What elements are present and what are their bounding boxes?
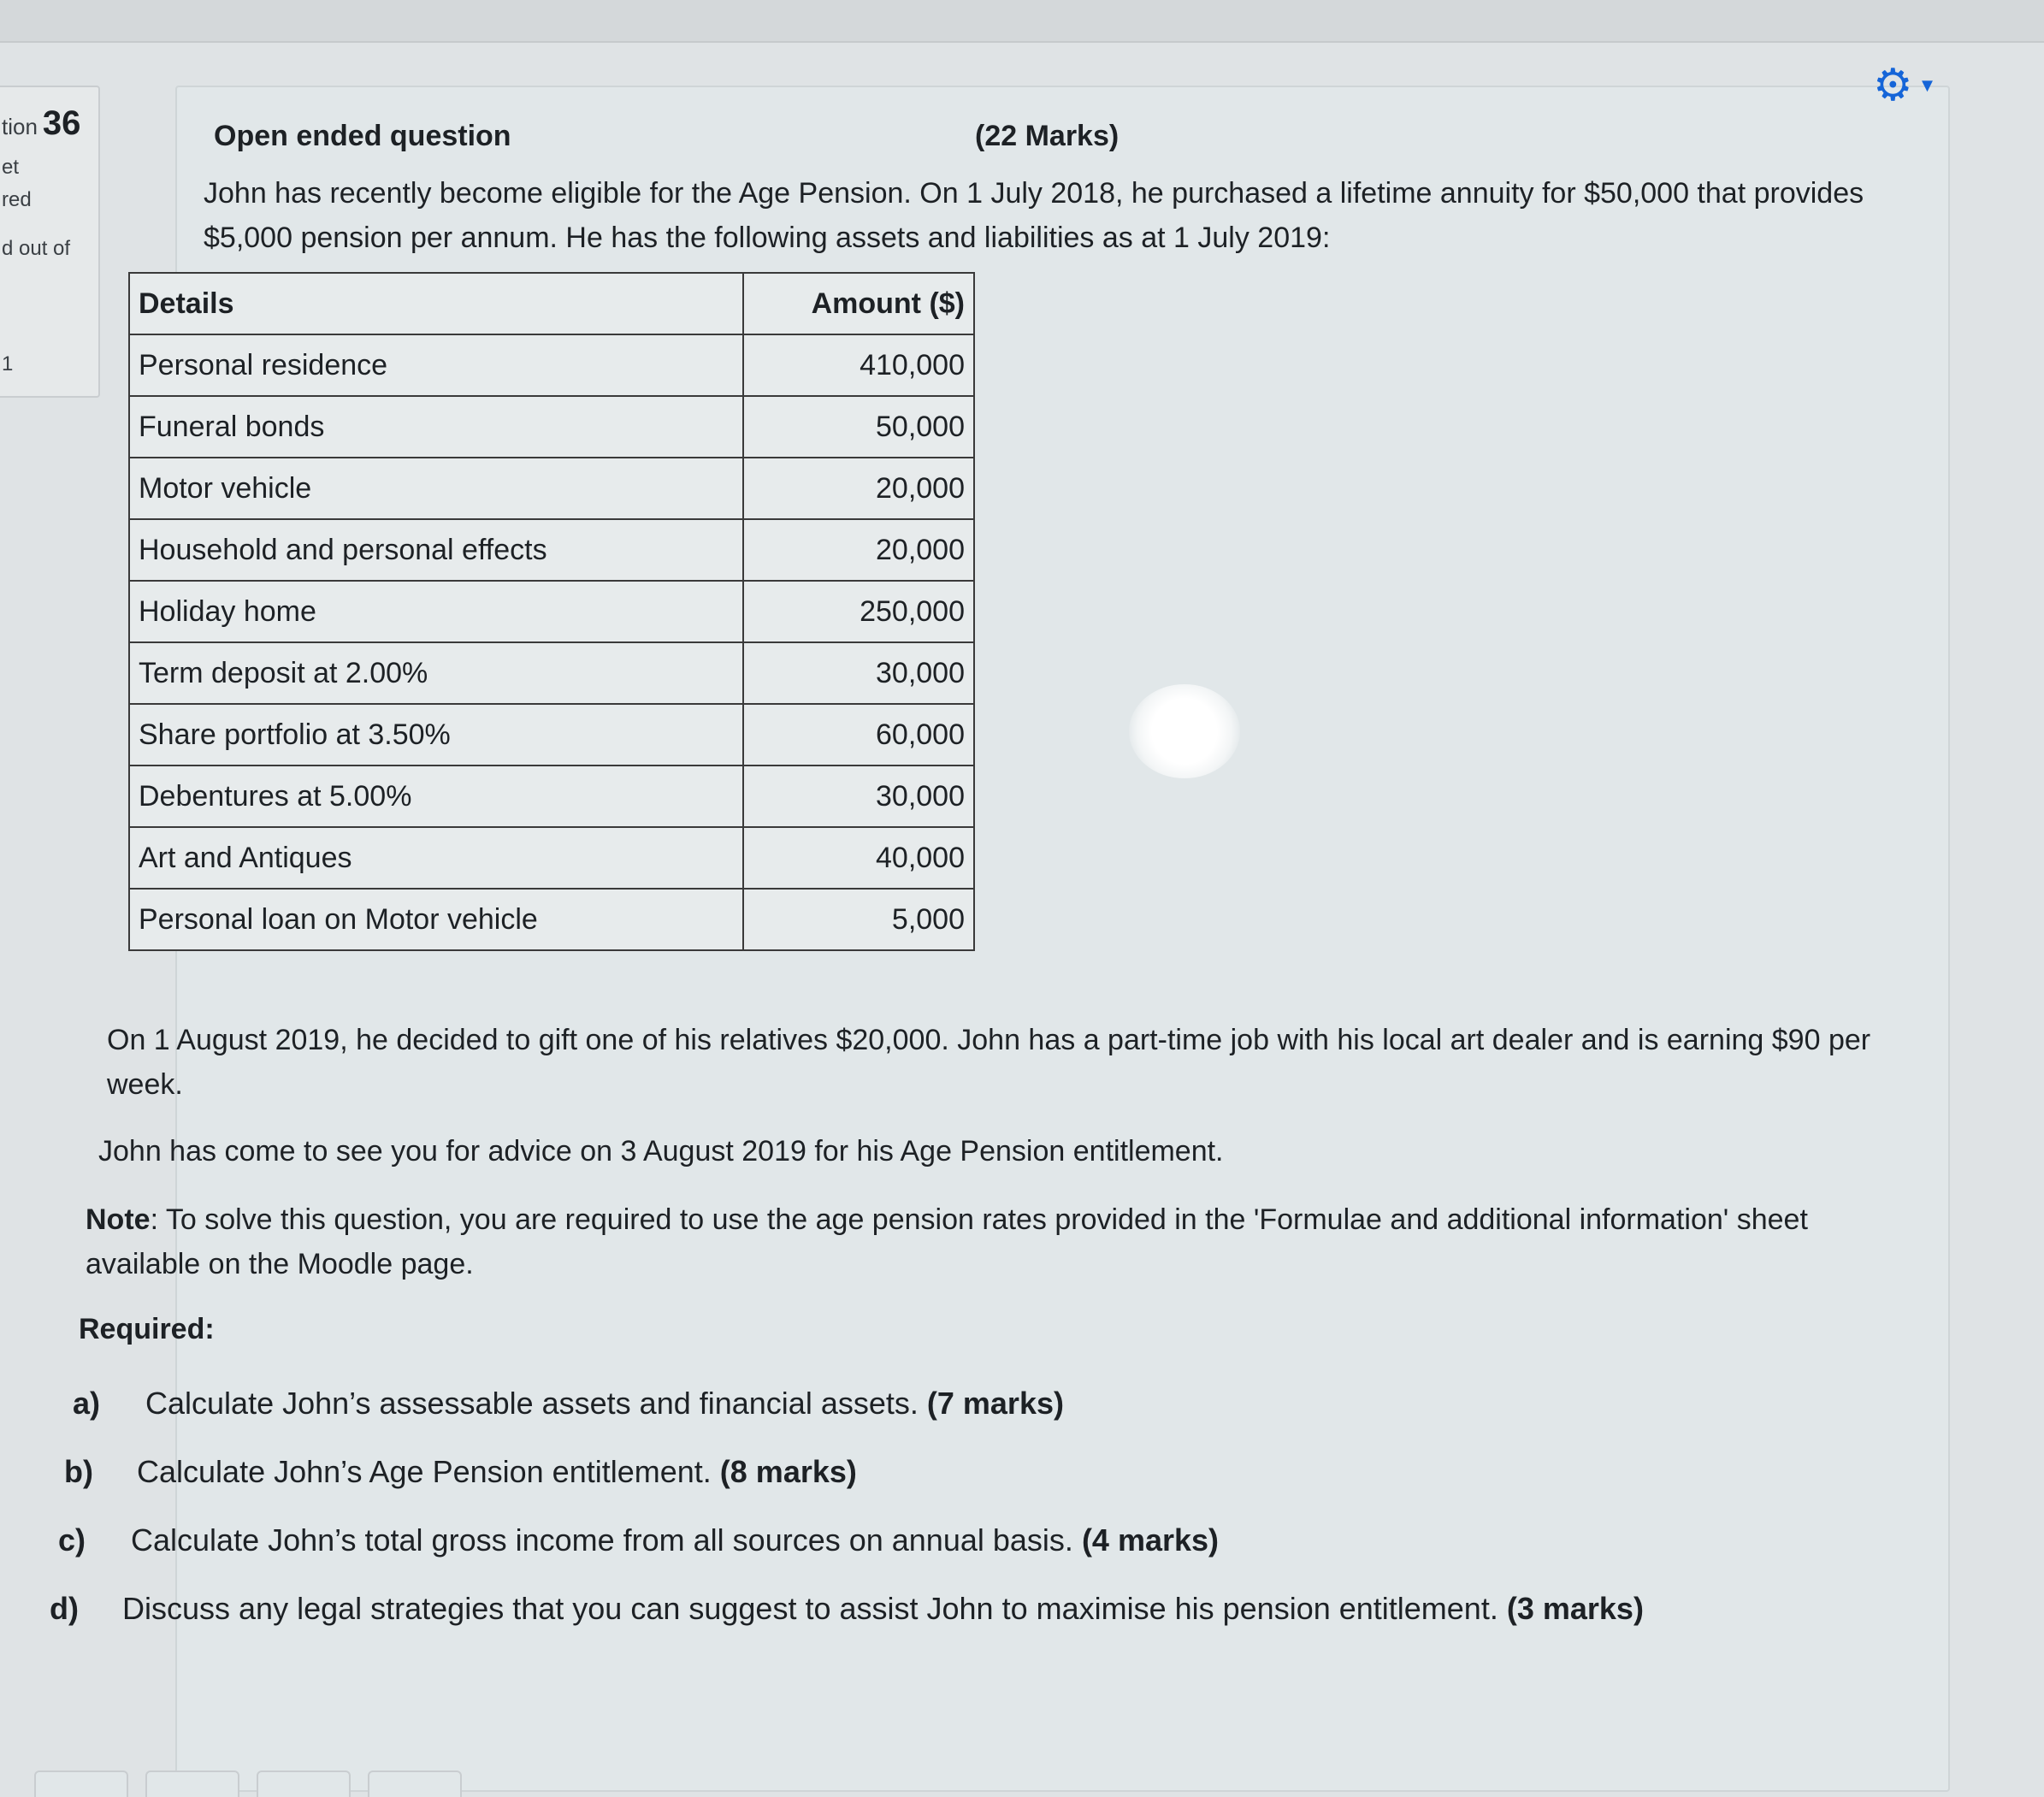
question-info-box	[0, 86, 100, 398]
detail-cell: Holiday home	[129, 581, 743, 642]
question-paragraph-advice: John has come to see you for advice on 3 August 2019 for his Age Pension entitlement.	[98, 1135, 1224, 1167]
required-heading: Required:	[79, 1313, 215, 1345]
item-text: Calculate John’s Age Pension entitlement.	[137, 1454, 712, 1489]
amount-cell: 30,000	[743, 642, 974, 704]
flag-text: 1	[2, 352, 14, 375]
question-paragraph-gift: On 1 August 2019, he decided to gift one of his relatives $20,000. John has a part-time job with his local art dealer and is earning $90 per week.	[107, 1024, 1871, 1101]
amount-cell: 40,000	[743, 827, 974, 889]
table-row	[129, 827, 974, 889]
marks-out-of-text: d out of	[2, 237, 71, 260]
item-text: Discuss any legal strategies that you can suggest to assist John to maximise his pension entitlement.	[122, 1591, 1498, 1626]
table-header-row	[129, 273, 974, 334]
table-row	[129, 704, 974, 765]
question-note	[86, 1197, 1839, 1286]
status-text: et	[2, 156, 20, 179]
toolbar-button[interactable]	[368, 1770, 462, 1797]
list-item	[50, 1587, 1644, 1631]
browser-top-strip	[0, 0, 2044, 43]
amount-cell: 50,000	[743, 396, 974, 458]
screen-glare	[1129, 684, 1240, 778]
detail-cell: Personal loan on Motor vehicle	[129, 889, 743, 950]
item-text: Calculate John’s total gross income from all sources on annual basis.	[131, 1522, 1073, 1558]
bottom-editor-toolbar	[34, 1770, 462, 1797]
table-row	[129, 519, 974, 581]
list-item	[73, 1381, 1064, 1426]
item-label: b)	[64, 1454, 93, 1489]
item-marks: (8 marks)	[719, 1454, 857, 1489]
item-label: c)	[58, 1522, 86, 1558]
item-marks: (3 marks)	[1506, 1591, 1644, 1626]
toolbar-button[interactable]	[257, 1770, 351, 1797]
detail-cell: Term deposit at 2.00%	[129, 642, 743, 704]
column-header-amount: Amount ($)	[743, 273, 974, 334]
list-item	[58, 1518, 1219, 1563]
toolbar-button[interactable]	[34, 1770, 128, 1797]
question-type-label: Open ended question	[214, 120, 511, 152]
amount-cell: 410,000	[743, 334, 974, 396]
column-header-details: Details	[129, 273, 743, 334]
toolbar-button[interactable]	[145, 1770, 239, 1797]
table-row	[129, 642, 974, 704]
list-item	[64, 1450, 857, 1494]
amount-cell: 30,000	[743, 765, 974, 827]
note-text: : To solve this question, you are required to use the age pension rates provided in the 'Formulae and additional information' sheet available on the Moodle page.	[86, 1203, 1808, 1280]
item-label: a)	[73, 1386, 101, 1421]
question-number: 36	[42, 104, 81, 142]
table-row	[129, 396, 974, 458]
question-intro: John has recently become eligible for the Age Pension. On 1 July 2018, he purchased a lifetime annuity for $50,000 that provides $5,000 pension per annum. He has the following assets and liabilities as at 1 July 2019:	[204, 177, 1864, 254]
amount-cell: 250,000	[743, 581, 974, 642]
detail-cell: Personal residence	[129, 334, 743, 396]
question-label: tion 36	[2, 104, 81, 142]
table-row	[129, 334, 974, 396]
amount-cell: 20,000	[743, 519, 974, 581]
assets-table	[128, 272, 975, 951]
question-heading	[214, 120, 1155, 163]
question-marks-label: (22 Marks)	[975, 120, 1119, 152]
question-settings-menu[interactable]	[1873, 61, 1937, 110]
caret-down-icon[interactable]: ▼	[1917, 74, 1937, 96]
amount-cell: 20,000	[743, 458, 974, 519]
table-row	[129, 458, 974, 519]
detail-cell: Household and personal effects	[129, 519, 743, 581]
item-label: d)	[50, 1591, 79, 1626]
item-text: Calculate John’s assessable assets and financial assets.	[145, 1386, 919, 1421]
status-text-answered: red	[2, 188, 32, 211]
amount-cell: 5,000	[743, 889, 974, 950]
detail-cell: Funeral bonds	[129, 396, 743, 458]
table-row	[129, 889, 974, 950]
table-row	[129, 581, 974, 642]
note-label: Note	[86, 1203, 151, 1236]
detail-cell: Art and Antiques	[129, 827, 743, 889]
detail-cell: Motor vehicle	[129, 458, 743, 519]
detail-cell: Share portfolio at 3.50%	[129, 704, 743, 765]
gear-icon[interactable]: ⚙	[1873, 61, 1913, 110]
amount-cell: 60,000	[743, 704, 974, 765]
item-marks: (7 marks)	[926, 1386, 1064, 1421]
table-row	[129, 765, 974, 827]
detail-cell: Debentures at 5.00%	[129, 765, 743, 827]
item-marks: (4 marks)	[1081, 1522, 1220, 1558]
